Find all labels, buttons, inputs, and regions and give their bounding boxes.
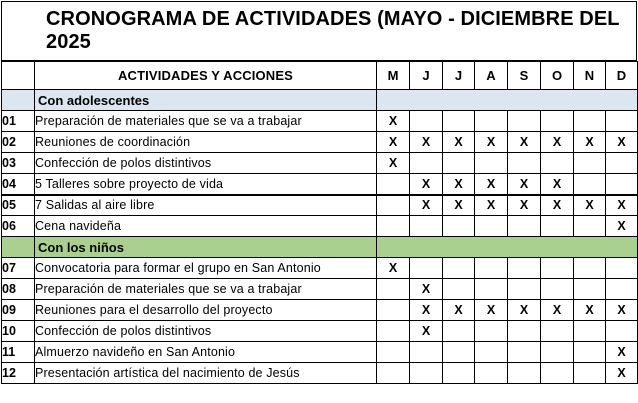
header-month-dec: D: [606, 62, 638, 90]
table-row: [2, 300, 638, 321]
table-row: [2, 111, 638, 132]
month-mark-cell: X: [541, 174, 574, 195]
section-row: [2, 90, 638, 111]
row-number: 01: [2, 111, 35, 132]
month-mark-cell: [508, 342, 541, 363]
header-activities: ACTIVIDADES Y ACCIONES: [35, 62, 377, 90]
month-mark-cell: [574, 279, 606, 300]
month-mark-cell: X: [377, 258, 410, 279]
row-number: 11: [2, 342, 35, 363]
month-mark-cell: [606, 111, 638, 132]
month-mark-cell: [377, 342, 410, 363]
section-fill: [377, 90, 638, 111]
month-mark-cell: X: [410, 321, 443, 342]
month-mark-cell: [475, 258, 508, 279]
table-row: [2, 279, 638, 300]
month-mark-cell: [410, 153, 443, 174]
month-mark-cell: [443, 258, 475, 279]
table-row: [2, 321, 638, 342]
section-label: Con los niños: [35, 237, 377, 258]
activity-description: Presentación artística del nacimiento de Jesús: [35, 363, 377, 384]
month-mark-cell: [410, 111, 443, 132]
month-mark-cell: [475, 153, 508, 174]
section-number-cell: [2, 237, 35, 258]
activity-description: Confección de polos distintivos: [35, 321, 377, 342]
month-mark-cell: X: [377, 153, 410, 174]
activity-description: 5 Talleres sobre proyecto de vida: [35, 174, 377, 195]
month-mark-cell: [475, 279, 508, 300]
month-mark-cell: X: [508, 174, 541, 195]
month-mark-cell: [443, 153, 475, 174]
month-mark-cell: [606, 279, 638, 300]
month-mark-cell: [541, 363, 574, 384]
month-mark-cell: [541, 258, 574, 279]
month-mark-cell: [475, 111, 508, 132]
month-mark-cell: [541, 111, 574, 132]
section-label: Con adolescentes: [35, 90, 377, 111]
month-mark-cell: X: [541, 195, 574, 216]
month-mark-cell: [475, 321, 508, 342]
month-mark-cell: [443, 363, 475, 384]
month-mark-cell: X: [541, 300, 574, 321]
table-row: [2, 258, 638, 279]
row-number: 06: [2, 216, 35, 237]
row-number: 05: [2, 195, 35, 216]
month-mark-cell: X: [475, 195, 508, 216]
row-number: 08: [2, 279, 35, 300]
month-mark-cell: X: [574, 132, 606, 153]
month-mark-cell: X: [606, 195, 638, 216]
month-mark-cell: X: [410, 174, 443, 195]
month-mark-cell: [541, 153, 574, 174]
month-mark-cell: [410, 258, 443, 279]
month-mark-cell: X: [410, 195, 443, 216]
month-mark-cell: [508, 153, 541, 174]
table-row: [2, 363, 638, 384]
month-mark-cell: X: [606, 132, 638, 153]
activity-description: Cena navideña: [35, 216, 377, 237]
header-number-cell: [2, 62, 35, 90]
month-mark-cell: X: [606, 300, 638, 321]
month-mark-cell: [410, 342, 443, 363]
month-mark-cell: [508, 321, 541, 342]
month-mark-cell: [475, 363, 508, 384]
row-number: 09: [2, 300, 35, 321]
month-mark-cell: [443, 321, 475, 342]
header-month-jun: J: [410, 62, 443, 90]
month-mark-cell: [508, 279, 541, 300]
month-mark-cell: [508, 258, 541, 279]
month-mark-cell: [606, 321, 638, 342]
month-mark-cell: X: [410, 279, 443, 300]
month-mark-cell: X: [443, 195, 475, 216]
table-row: [2, 153, 638, 174]
row-number: 04: [2, 174, 35, 195]
month-mark-cell: X: [443, 132, 475, 153]
month-mark-cell: [574, 363, 606, 384]
month-mark-cell: [443, 279, 475, 300]
month-mark-cell: [541, 279, 574, 300]
month-mark-cell: X: [606, 363, 638, 384]
month-mark-cell: X: [443, 300, 475, 321]
row-number: 07: [2, 258, 35, 279]
month-mark-cell: [574, 321, 606, 342]
header-month-jul: J: [443, 62, 475, 90]
month-mark-cell: X: [508, 195, 541, 216]
month-mark-cell: [574, 174, 606, 195]
month-mark-cell: [508, 216, 541, 237]
month-mark-cell: X: [410, 300, 443, 321]
month-mark-cell: [541, 216, 574, 237]
row-number: 12: [2, 363, 35, 384]
table-row: [2, 342, 638, 363]
month-mark-cell: [443, 216, 475, 237]
month-mark-cell: [377, 363, 410, 384]
month-mark-cell: [377, 174, 410, 195]
activity-description: Almuerzo navideño en San Antonio: [35, 342, 377, 363]
header-month-may: M: [377, 62, 410, 90]
activity-description: 7 Salidas al aire libre: [35, 195, 377, 216]
header-row: [2, 62, 638, 90]
activity-description: Preparación de materiales que se va a trabajar: [35, 279, 377, 300]
month-mark-cell: [541, 342, 574, 363]
month-mark-cell: [606, 153, 638, 174]
activity-description: Reuniones de coordinación: [35, 132, 377, 153]
month-mark-cell: X: [574, 195, 606, 216]
month-mark-cell: [606, 174, 638, 195]
month-mark-cell: [410, 216, 443, 237]
section-number-cell: [2, 90, 35, 111]
month-mark-cell: [377, 321, 410, 342]
activity-description: Confección de polos distintivos: [35, 153, 377, 174]
month-mark-cell: X: [377, 132, 410, 153]
month-mark-cell: X: [475, 300, 508, 321]
month-mark-cell: [475, 342, 508, 363]
month-mark-cell: [574, 258, 606, 279]
month-mark-cell: [377, 300, 410, 321]
month-mark-cell: X: [606, 216, 638, 237]
table-row: [2, 174, 638, 195]
month-mark-cell: [574, 111, 606, 132]
month-mark-cell: [475, 216, 508, 237]
month-mark-cell: [410, 363, 443, 384]
month-mark-cell: X: [443, 174, 475, 195]
month-mark-cell: X: [377, 111, 410, 132]
month-mark-cell: X: [508, 132, 541, 153]
row-number: 03: [2, 153, 35, 174]
month-mark-cell: [574, 216, 606, 237]
page-title: CRONOGRAMA DE ACTIVIDADES (MAYO - DICIEMBRE DEL 2025: [1, 1, 637, 61]
table-row: [2, 195, 638, 216]
month-mark-cell: [574, 153, 606, 174]
month-mark-cell: [377, 195, 410, 216]
month-mark-cell: X: [475, 174, 508, 195]
header-month-nov: N: [574, 62, 606, 90]
month-mark-cell: X: [508, 300, 541, 321]
month-mark-cell: [508, 111, 541, 132]
row-number: 10: [2, 321, 35, 342]
month-mark-cell: [574, 342, 606, 363]
activity-description: Preparación de materiales que se va a trabajar: [35, 111, 377, 132]
month-mark-cell: [377, 279, 410, 300]
month-mark-cell: X: [606, 342, 638, 363]
month-mark-cell: [508, 363, 541, 384]
section-row: [2, 237, 638, 258]
header-month-aug: A: [475, 62, 508, 90]
section-fill: [377, 237, 638, 258]
month-mark-cell: X: [541, 132, 574, 153]
month-mark-cell: [377, 216, 410, 237]
month-mark-cell: [443, 111, 475, 132]
row-number: 02: [2, 132, 35, 153]
activity-description: Convocatoria para formar el grupo en San Antonio: [35, 258, 377, 279]
header-month-sep: S: [508, 62, 541, 90]
month-mark-cell: X: [475, 132, 508, 153]
schedule-table: [1, 61, 638, 384]
table-row: [2, 216, 638, 237]
month-mark-cell: X: [410, 132, 443, 153]
header-month-oct: O: [541, 62, 574, 90]
month-mark-cell: [606, 258, 638, 279]
month-mark-cell: [541, 321, 574, 342]
table-row: [2, 132, 638, 153]
month-mark-cell: X: [574, 300, 606, 321]
activity-description: Reuniones para el desarrollo del proyecto: [35, 300, 377, 321]
month-mark-cell: [443, 342, 475, 363]
